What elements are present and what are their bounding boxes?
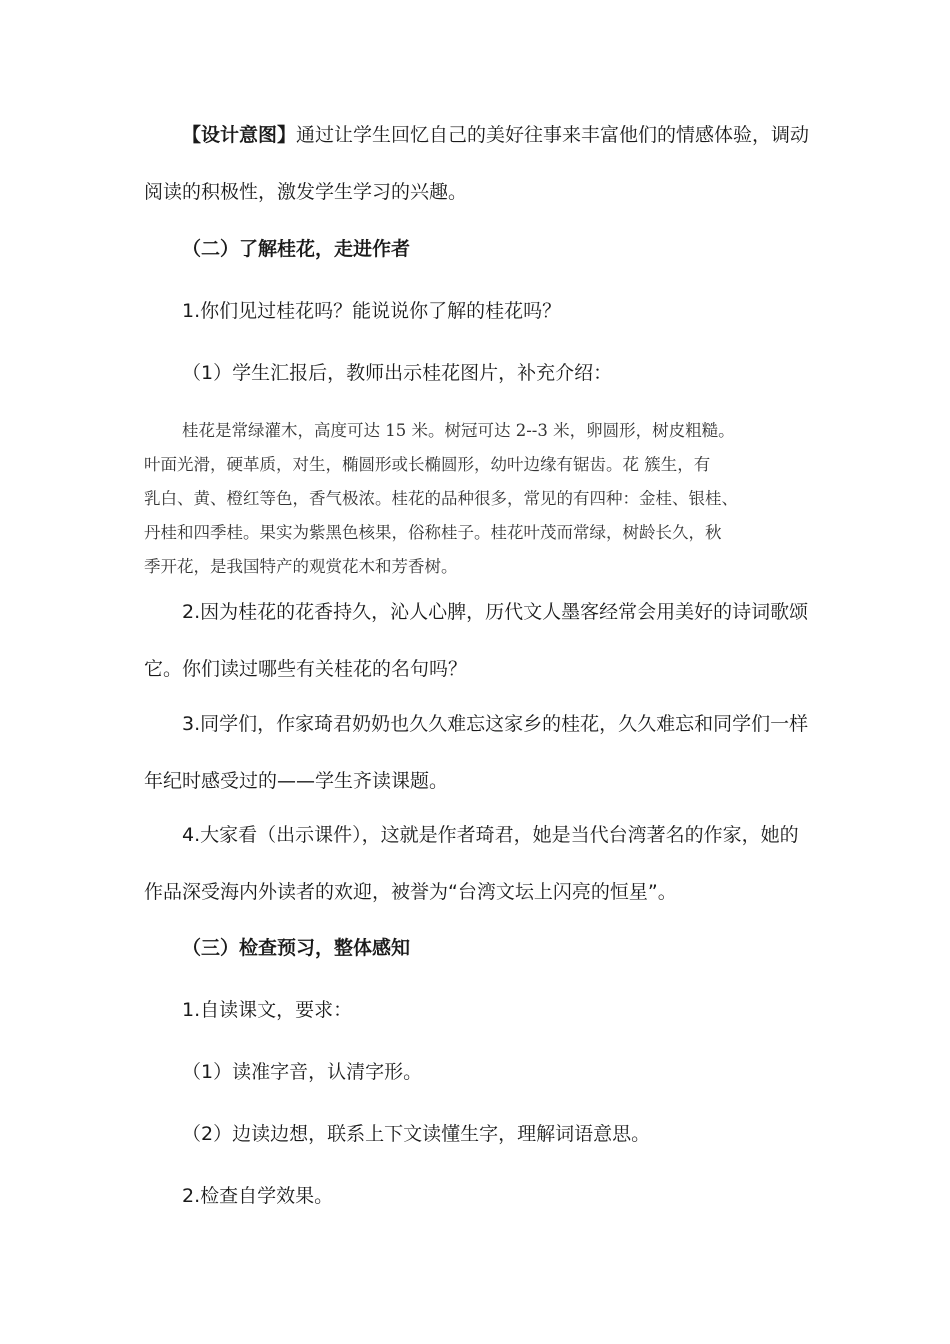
question-2-paragraph [144,584,812,698]
intro-line-5: 季开花，是我国特产的观赏花木和芳香树。 [144,557,458,576]
osmanthus-intro-block [144,414,812,584]
design-intent-paragraph [144,107,812,221]
question-4-paragraph [144,807,812,921]
design-intent-line-2: 阅读的积极性，激发学生学习的兴趣。 [144,181,468,203]
question-3-paragraph [144,696,812,810]
intro-line-3: 乳白、黄、橙红等色，香气极浓。桂花的品种很多，常见的有四种：金桂、银桂、 [144,489,738,508]
question-1-sub: （1）学生汇报后，教师出示桂花图片，补充介绍： [182,362,613,384]
question-3-line-2: 年纪时感受过的——学生齐读课题。 [144,770,449,792]
step-1-a: （1）读准字音，认清字形。 [182,1061,423,1083]
design-intent-label: 【设计意图】 [182,124,297,146]
question-2-line-2: 它。你们读过哪些有关桂花的名句吗？ [144,658,468,680]
question-3-line-1: 3.同学们，作家琦君奶奶也久久难忘这家乡的桂花，久久难忘和同学们一样 [182,713,809,735]
question-1: 1.你们见过桂花吗？能说说你了解的桂花吗？ [182,300,562,322]
design-intent-line-1: 通过让学生回忆自己的美好往事来丰富他们的情感体验，调动 [296,124,810,146]
intro-line-2: 叶面光滑，硬革质，对生，椭圆形或长椭圆形，幼叶边缘有锯齿。花 簇生，有 [144,455,711,474]
question-4-line-2: 作品深受海内外读者的欢迎，被誉为“台湾文坛上闪亮的恒星”。 [144,881,677,903]
intro-line-4: 丹桂和四季桂。果实为紫黑色核果，俗称桂子。桂花叶茂而常绿，树龄长久，秋 [144,523,722,542]
step-1-b: （2）边读边想，联系上下文读懂生字，理解词语意思。 [182,1123,651,1145]
step-1: 1.自读课文，要求： [182,999,353,1021]
section-2-heading: （二）了解桂花，走进作者 [182,238,411,260]
question-4-line-1: 4.大家看（出示课件），这就是作者琦君，她是当代台湾著名的作家，她的 [182,824,799,846]
section-3-heading: （三）检查预习，整体感知 [182,937,411,959]
step-2: 2.检查自学效果。 [182,1185,334,1207]
intro-line-1: 桂花是常绿灌木，高度可达 15 米。树冠可达 2--3 米，卵圆形，树皮粗糙。 [182,421,735,440]
question-2-line-1: 2.因为桂花的花香持久，沁人心脾，历代文人墨客经常会用美好的诗词歌颂 [182,601,809,623]
